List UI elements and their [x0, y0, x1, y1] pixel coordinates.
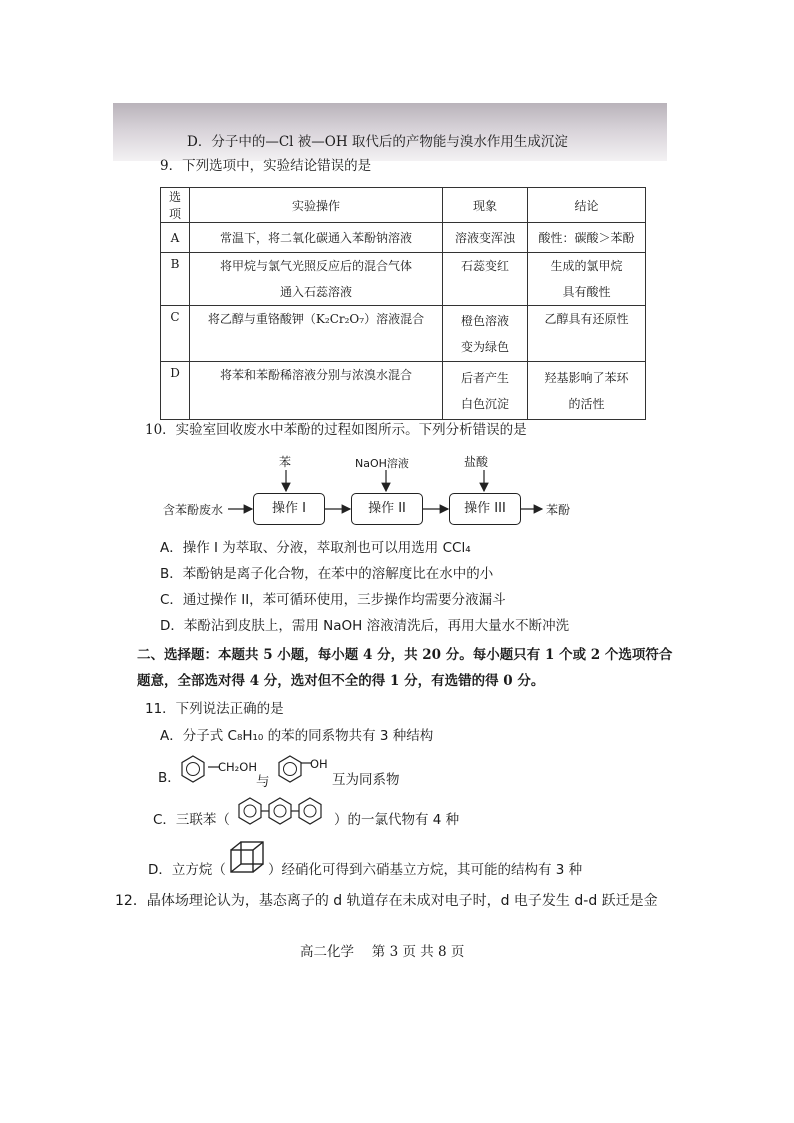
flow-reagent-2: NaOH溶液: [355, 457, 409, 470]
table-row: [161, 306, 646, 362]
row-option: B: [161, 253, 190, 306]
row-phenomenon: [443, 306, 528, 362]
q8-option-d: D．分子中的—Cl 被—OH 取代后的产物能与溴水作用生成沉淀: [187, 134, 568, 150]
section2-line1: 二、选择题：本题共 5 小题，每小题 4 分，共 20 分。每小题只有 1 个或 2 个选项符合: [137, 647, 673, 663]
row-phenomenon: 石蕊变红: [443, 253, 528, 306]
phenomenon-line: 白色沉淀: [460, 396, 509, 411]
conclusion-line: 羟基影响了苯环: [544, 370, 629, 385]
q10-option-d: D．苯酚沾到皮肤上，需用 NaOH 溶液清洗后，再用大量水不断冲洗: [160, 618, 570, 634]
conclusion-line: 具有酸性: [562, 285, 611, 299]
q11-option-a: A．分子式 C₈H₁₀ 的苯的同系物共有 3 种结构: [160, 728, 434, 744]
q11-option-b-prefix: B．: [158, 770, 181, 786]
flow-reagent-1: 苯: [279, 455, 292, 469]
q12-stem: 12．晶体场理论认为，基态离子的 d 轨道存在未成对电子时，d 电子发生 d-d 跃迁是金: [115, 893, 658, 909]
row-conclusion: [528, 253, 646, 306]
flow-output-label: 苯酚: [546, 503, 571, 517]
table-header-row: [161, 188, 646, 223]
row-operation: [190, 253, 443, 306]
header-phenomenon: 现象: [443, 188, 528, 223]
q11-b-mid: 与: [256, 774, 270, 790]
q10-flow-diagram: [150, 450, 630, 550]
row-conclusion: [528, 362, 646, 420]
conclusion-line: 生成的氯甲烷: [550, 259, 623, 273]
phenomenon-line: 橙色溶液: [460, 313, 509, 328]
flow-input-label: 含苯酚废水: [163, 503, 224, 517]
q11-b-oh: OH: [310, 757, 328, 771]
flow-step-2: 操作 II: [351, 493, 423, 525]
table-row: [161, 362, 646, 420]
row-option: A: [161, 223, 190, 253]
conclusion-line: 的活性: [568, 396, 605, 411]
q10-option-b: B．苯酚钠是离子化合物，在苯中的溶解度比在水中的小: [160, 566, 494, 582]
q10-option-c: C．通过操作 II，苯可循环使用，三步操作均需要分液漏斗: [160, 592, 506, 608]
flow-step-1: 操作 I: [253, 493, 325, 525]
row-operation: 常温下，将二氧化碳通入苯酚钠溶液: [190, 223, 443, 253]
q10-option-a: A．操作 I 为萃取、分液，萃取剂也可以用选用 CCl₄: [160, 540, 471, 556]
q9-stem: 9．下列选项中，实验结论错误的是: [160, 158, 372, 174]
row-phenomenon: 溶液变浑浊: [443, 223, 528, 253]
table-row: [161, 253, 646, 306]
q11-option-d-prefix: D．立方烷（: [148, 862, 226, 878]
q11-option-c-prefix: C．三联苯（: [153, 812, 230, 828]
cubane-structure-icon: [227, 838, 267, 878]
q11-b-ch2oh: CH₂OH: [218, 760, 257, 774]
q11-option-d-suffix: ）经硝化可得到六硝基立方烷，其可能的结构有 3 种: [268, 862, 583, 878]
q11-option-c-suffix: ）的一氯代物有 4 种: [334, 812, 460, 828]
header-operation: 实验操作: [190, 188, 443, 223]
terphenyl-structure-icon: [234, 794, 334, 828]
benzyl-alcohol-ring-icon: [176, 752, 210, 786]
row-operation: 将乙醇与重铬酸钾（K₂Cr₂O₇）溶液混合: [190, 306, 443, 362]
phenomenon-line: 变为绿色: [460, 339, 509, 354]
section2-line2: 题意，全部选对得 4 分，选对但不全的得 1 分，有选错的得 0 分。: [137, 673, 545, 689]
operation-line: 通入石蕊溶液: [279, 285, 352, 299]
q9-table: [160, 187, 646, 420]
flow-reagent-3: 盐酸: [464, 455, 489, 469]
flow-step-3: 操作 III: [449, 493, 521, 525]
row-conclusion: 乙醇具有还原性: [528, 306, 646, 362]
row-conclusion: 酸性：碳酸＞苯酚: [528, 223, 646, 253]
q11-b-suffix: 互为同系物: [332, 772, 400, 788]
row-operation: 将苯和苯酚稀溶液分别与浓溴水混合: [190, 362, 443, 420]
q10-stem: 10．实验室回收废水中苯酚的过程如图所示。下列分析错误的是: [145, 422, 527, 438]
phenol-ring-icon: [273, 752, 307, 786]
phenomenon-line: 后者产生: [460, 370, 509, 385]
table-row: [161, 223, 646, 253]
header-conclusion: 结论: [528, 188, 646, 223]
q11-stem: 11．下列说法正确的是: [145, 701, 284, 717]
page-footer: 高二化学 第 3 页 共 8 页: [300, 944, 465, 960]
row-phenomenon: [443, 362, 528, 420]
header-option: 选项: [161, 188, 190, 223]
row-option: D: [161, 362, 190, 420]
row-option: C: [161, 306, 190, 362]
operation-line: 将甲烷与氯气光照反应后的混合气体: [219, 259, 412, 273]
